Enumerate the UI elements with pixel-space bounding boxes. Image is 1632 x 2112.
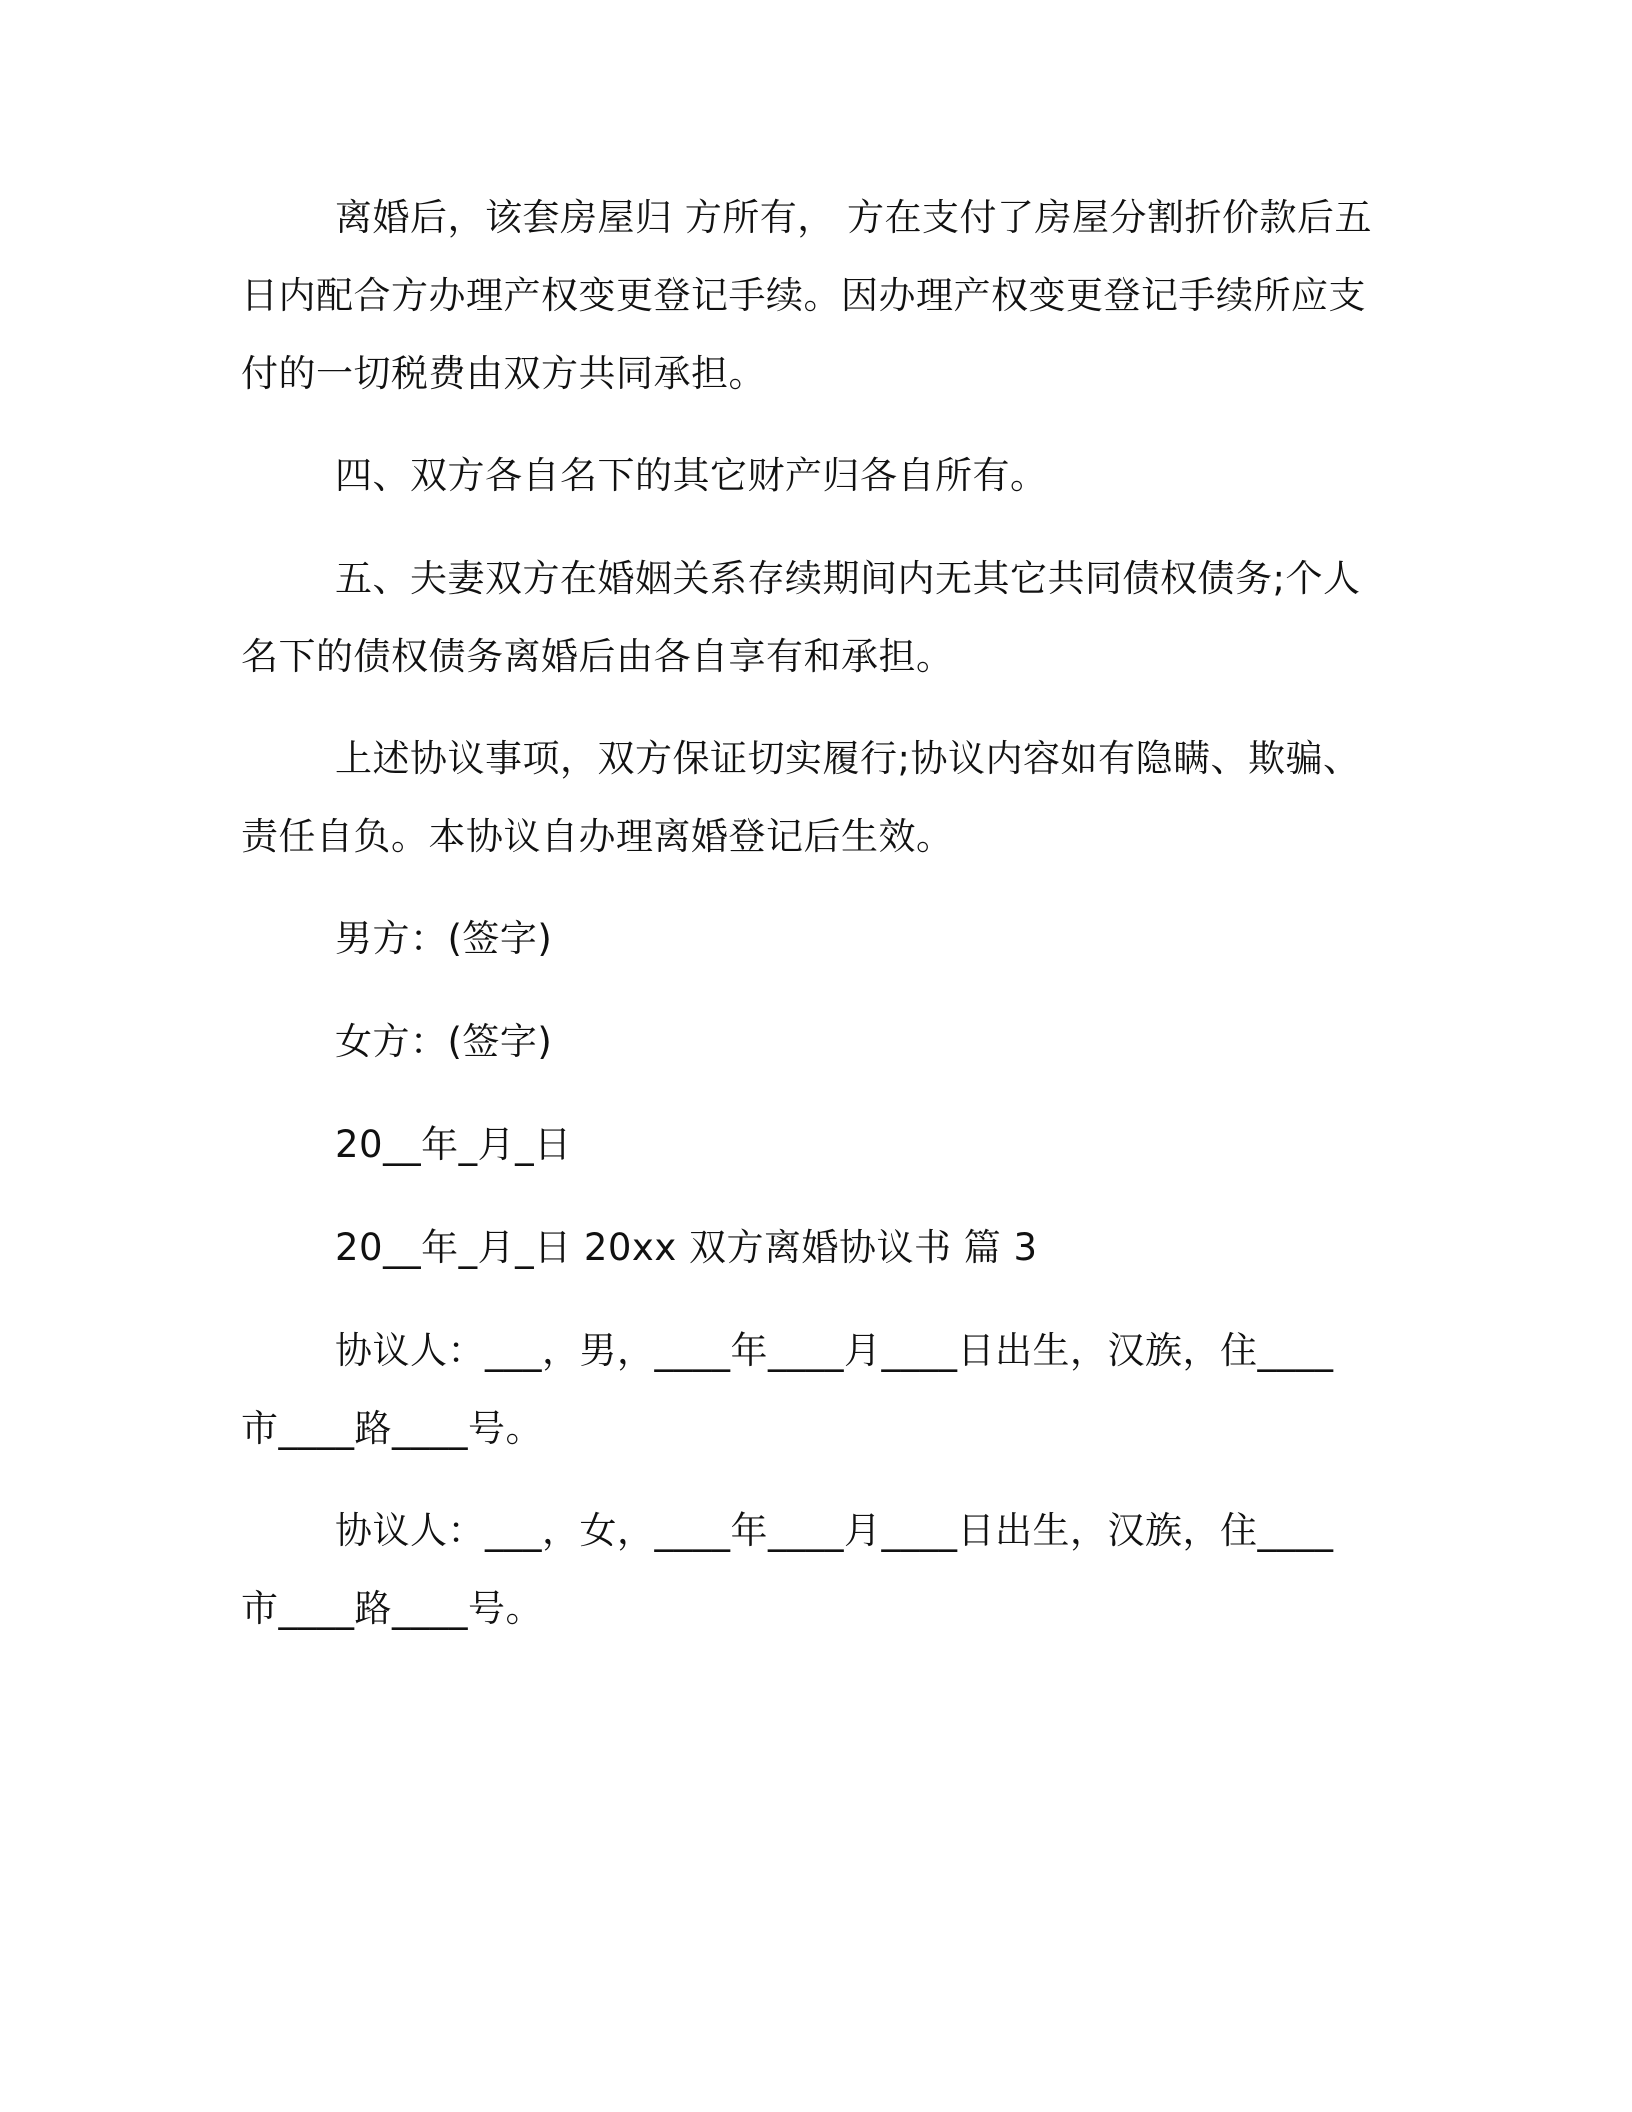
section-heading (241, 1209, 1371, 1287)
text-line: 五、夫妻双方在婚姻关系存续期间内无其它共同债权债务;个人 (335, 557, 1361, 600)
text-line: 名下的债权债务离婚后由各自享有和承担。 (241, 635, 954, 678)
text-line: 付的一切税费由双方共同承担。 (241, 352, 766, 395)
male-signature-line (241, 900, 1371, 978)
text-line: 市____路____号。 (241, 1587, 543, 1630)
text-line: 女方：(签字) (335, 1020, 553, 1063)
date-line (241, 1106, 1371, 1184)
text-line: 市____路____号。 (241, 1407, 543, 1450)
text-line: 日内配合方办理产权变更登记手续。因办理产权变更登记手续所应支 (241, 274, 1366, 317)
paragraph-commitment (241, 720, 1371, 876)
text-line: 四、双方各自名下的其它财产归各自所有。 (335, 454, 1048, 497)
text-line: 上述协议事项，双方保证切实履行;协议内容如有隐瞒、欺骗、 (335, 737, 1361, 780)
text-line: 协议人：___，女，____年____月____日出生，汉族，住____ (335, 1509, 1334, 1552)
text-line: 20__年_月_日 20xx 双方离婚协议书 篇 3 (335, 1226, 1038, 1269)
female-signature-line (241, 1003, 1371, 1081)
text-line: 男方：(签字) (335, 917, 553, 960)
text-line: 责任自负。本协议自办理离婚登记后生效。 (241, 815, 954, 858)
paragraph-house-ownership (241, 179, 1371, 413)
text-line: 协议人：___，男，____年____月____日出生，汉族，住____ (335, 1329, 1334, 1372)
paragraph-clause-four (241, 437, 1371, 515)
text-line: 20__年_月_日 (335, 1123, 572, 1166)
text-line: 离婚后，该套房屋归 方所有， 方在支付了房屋分割折价款后五 (335, 196, 1373, 239)
party-female-info (241, 1492, 1371, 1648)
party-male-info (241, 1312, 1371, 1468)
paragraph-clause-five (241, 540, 1371, 696)
